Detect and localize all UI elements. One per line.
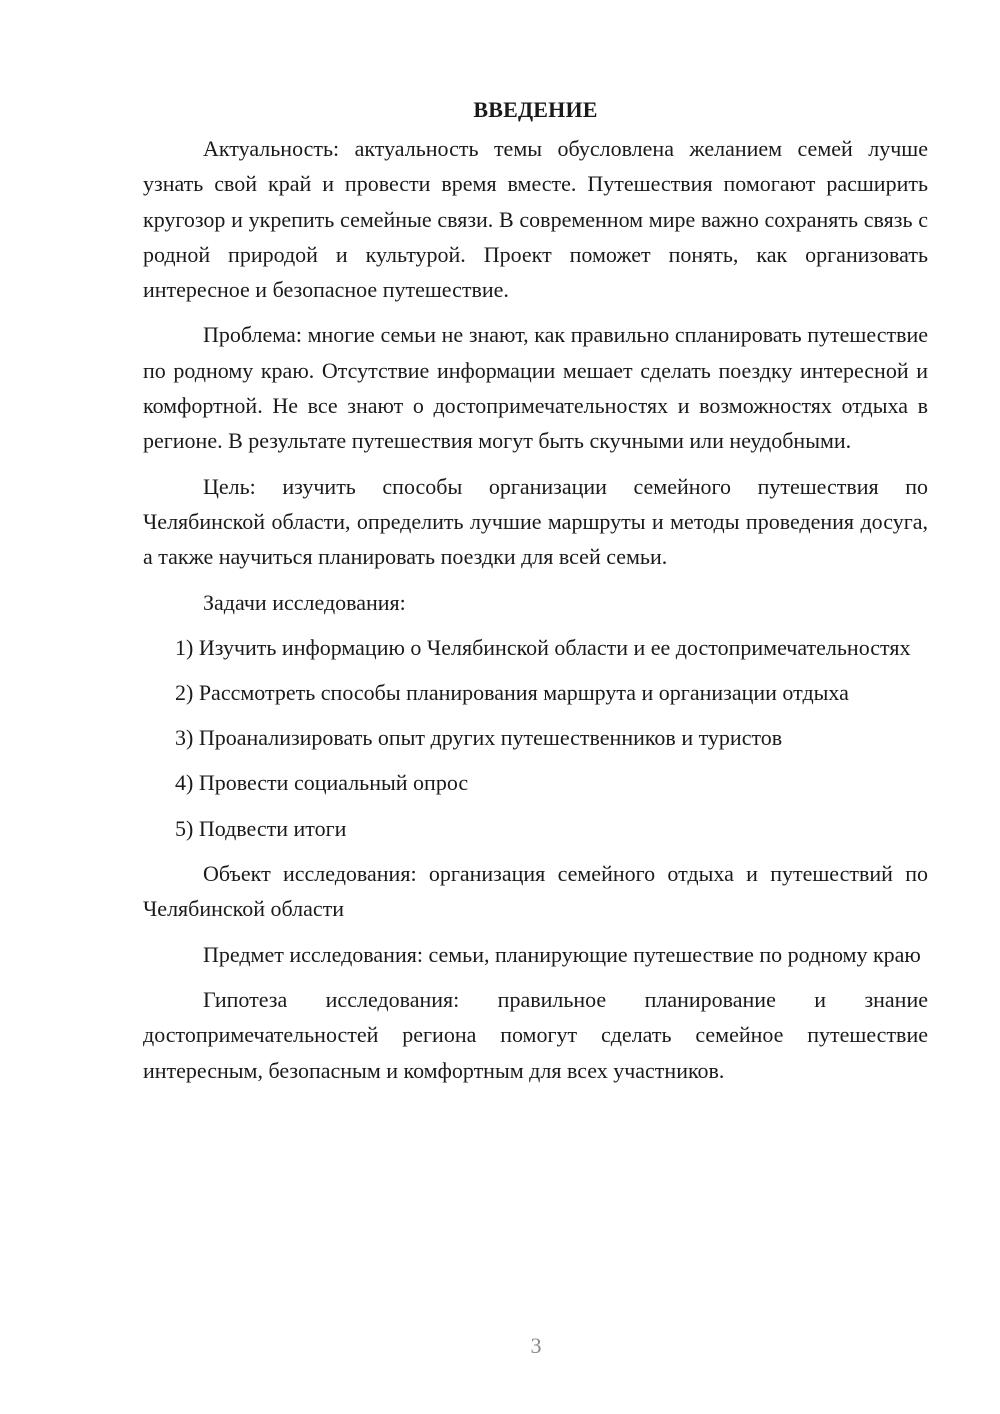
hypothesis-paragraph: Гипотеза исследования: правильное планирование и знание достопримечательностей региона помогут сделать семейное путешествие интересным, безопасным и комфортным для всех участников. [143, 986, 928, 1083]
task-item: 2) Рассмотреть способы планирования маршрута и организации отдыха [175, 679, 849, 705]
relevance-paragraph: Актуальность: актуальность темы обусловлена желанием семей лучше узнать свой край и провести время вместе. Путешествия помогают расширить кругозор и укрепить семейные связи. В современном мире важно сохранять связь с родной природой и культурой. Проект поможет понять, как организовать интересное и безопасное путешествие. [143, 136, 928, 303]
problem-paragraph: Проблема: многие семьи не знают, как правильно спланировать путешествие по родному краю. Отсутствие информации мешает сделать поездку интересной и комфортной. Не все знают о достопримечательностях и возможностях отдыха в регионе. В результате путешествия могут быть скучными или неудобными. [143, 322, 928, 454]
section-heading: ВВЕДЕНИЕ [473, 97, 598, 122]
document-page [143, 92, 928, 1098]
object-paragraph: Объект исследования: организация семейного отдыха и путешествий по Челябинской области [143, 861, 928, 922]
page-number: 3 [530, 1333, 542, 1358]
task-item: 5) Подвести итоги [175, 815, 347, 841]
tasks-title: Задачи исследования: [203, 589, 406, 615]
tasks-list [143, 630, 928, 846]
goal-paragraph: Цель: изучить способы организации семейного путешествия по Челябинской области, определить лучшие маршруты и методы проведения досуга, а также научиться планировать поездки для всей семьи. [143, 473, 928, 570]
subject-paragraph: Предмет исследования: семьи, планирующие путешествие по родному краю [203, 941, 921, 967]
task-item: 3) Проанализировать опыт других путешественников и туристов [175, 725, 783, 751]
task-item: 4) Провести социальный опрос [175, 770, 469, 796]
task-item: 1) Изучить информацию о Челябинской области и ее достопримечательностях [175, 634, 911, 660]
